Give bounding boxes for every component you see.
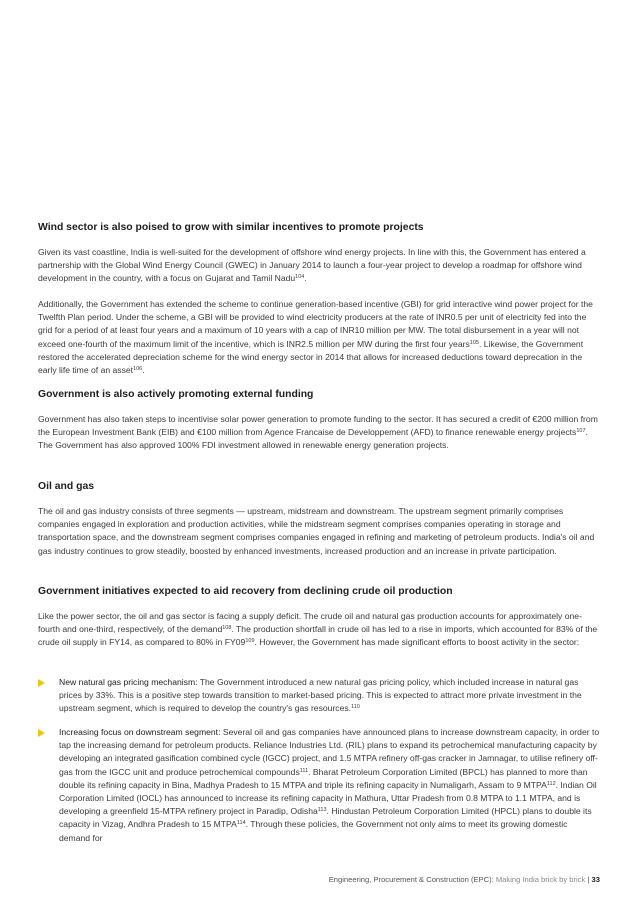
bullet-item-gas-pricing: New natural gas pricing mechanism: The Government introduced a new natural gas pricing policy, which included increase in natural gas prices by 33%. This is a positive step towards transition to market-based pricing. This is expected to attract more private investment in the upstream segment, which is required to develop the country's gas resources.$^{110}$ [38, 676, 600, 716]
footer-subtitle: Making India brick by brick [493, 875, 586, 884]
oil-gas-heading: Oil and gas [38, 481, 95, 492]
footnote-ref: 104 [295, 274, 305, 281]
wind-paragraph-1: Given its vast coastline, India is well-suited for the development of offshore wind energy projects. In line with this, the Government has entered a partnership with the Global Wind Energy Council (GWEC) in January 2014 to launch a four-year project to develop a roadmap for offshore wind development in the country, with a focus on Gujarat and Tamil Nadu$^{104}$. [38, 247, 586, 284]
footnote-ref: 111 [299, 767, 309, 774]
bullet-arrow-icon [38, 729, 45, 737]
bullet-label: New natural gas pricing mechanism: [59, 677, 198, 687]
page-number: 33 [591, 875, 600, 884]
footnote-ref: 108 [222, 625, 232, 632]
funding-heading: Government is also actively promoting external funding [38, 389, 314, 400]
footnote-ref: 114 [236, 820, 246, 827]
footnote-ref: 113 [317, 807, 327, 814]
bullet-arrow-icon [38, 679, 45, 687]
footnote-ref: 110 [351, 704, 360, 711]
funding-paragraph: Government has also taken steps to incentivise solar power generation to promote funding to the sector. It has secured a credit of €200 million from the European Investment Bank (EIB) and €100 million from Agence Francaise de Developpement (AFD) to finance renewable energy projects$^{107}$. The Government has also approved 100% FDI investment allowed in renewable energy generation projects. [38, 414, 598, 451]
bullet-label: Increasing focus on downstream segment: [59, 727, 221, 737]
initiatives-heading: Government initiatives expected to aid recovery from declining crude oil production [38, 586, 453, 597]
initiatives-paragraph: Like the power sector, the oil and gas sector is facing a supply deficit. The crude oil and natural gas production accounts for approximately one-fourth and one-third, respectively, of the demand$^{108}$. The production shortfall in crude oil has led to a rise in imports, which accounted for 83% of the crude oil supply in FY14, as compared to 80% in $FY09^{109}$. However, the Government has made significant efforts to boost activity in the sector: [38, 611, 598, 648]
bullet-item-downstream: Increasing focus on downstream segment: Several oil and gas companies have announced plans to increase downstream capacity, in order to tap the increasing demand for petroleum products. Reliance Industries Ltd. (RIL) plans to expand its petrochemical manufacturing capacity by developing an integrated gasification combined cycle (IGCC) project, and 1.5 MTPA refinery off-gas cracker in Jamnagar, to utilise refinery off-gas from the IGCC unit and produce petrochemical compounds$^{111}$. Bharat Petroleum Corporation Limited (BPCL) has planned to more than double its refining capacity in Bina, Madhya Pradesh to 15 MTPA and triple its refining capacity in Numaligarh, Assam to 9 MTPA$^{112}$. Indian Oil Corporation Limited (IOCL) has announced to increase its refining capacity in Mathura, Uttar Pradesh from 0.8 MTPA to 1.1 MTPA, and is developing a greenfield 15-MTPA refinery project in Paradip, Odisha$^{113}$. Hindustan Petroleum Corporation Limited (HPCL) plans to double its capacity in Vizag, Andhra Pradesh to 15 MTPA$^{114}$. Through these policies, the Government not only aims to meet its growing domestic demand for [38, 726, 600, 845]
footnote-ref: 109 [245, 638, 255, 645]
wind-paragraph-2: Additionally, the Government has extended the scheme to continue generation-based incentive (GBI) for grid interactive wind power project for the Twelfth Plan period. Under the scheme, a GBI will be provided to wind electricity producers at the rate of INR0.5 per unit of electricity fed into the grid for a period of at least four years and a maximum of 10 years with a cap of INR10 million per MW. The total disbursement in a year will not exceed one-fourth of the maximum limit of the incentive, which is INR2.5 million per MW during the first four years$^{105}$. Likewise, the Government restored the accelerated depreciation scheme for the wind energy sector in 2014 that allows for increased deductions toward deprecation in the early life time of an asset$^{106}$. [38, 299, 593, 376]
footer-separator: | [585, 875, 592, 884]
footnote-ref: 107 [576, 428, 586, 435]
footnote-ref: 112 [546, 780, 556, 787]
footnote-ref: 105 [469, 339, 479, 346]
footnote-ref: 106 [133, 366, 143, 373]
page-footer [329, 875, 600, 884]
wind-heading: Wind sector is also poised to grow with similar incentives to promote projects [38, 222, 424, 233]
oil-gas-paragraph: The oil and gas industry consists of three segments — upstream, midstream and downstream. The upstream segment primarily comprises companies engaged in exploration and production activities, while the midstream segment comprises companies operating in storage and transportation space, and the downstream segment comprises companies engaged in refining and marketing of petroleum products. India's oil and gas industry continues to grow steadily, boosted by enhanced investments, increased production and an increase in private participation. [38, 506, 595, 556]
footer-title: Engineering, Procurement & Construction (EPC): [328, 875, 494, 884]
